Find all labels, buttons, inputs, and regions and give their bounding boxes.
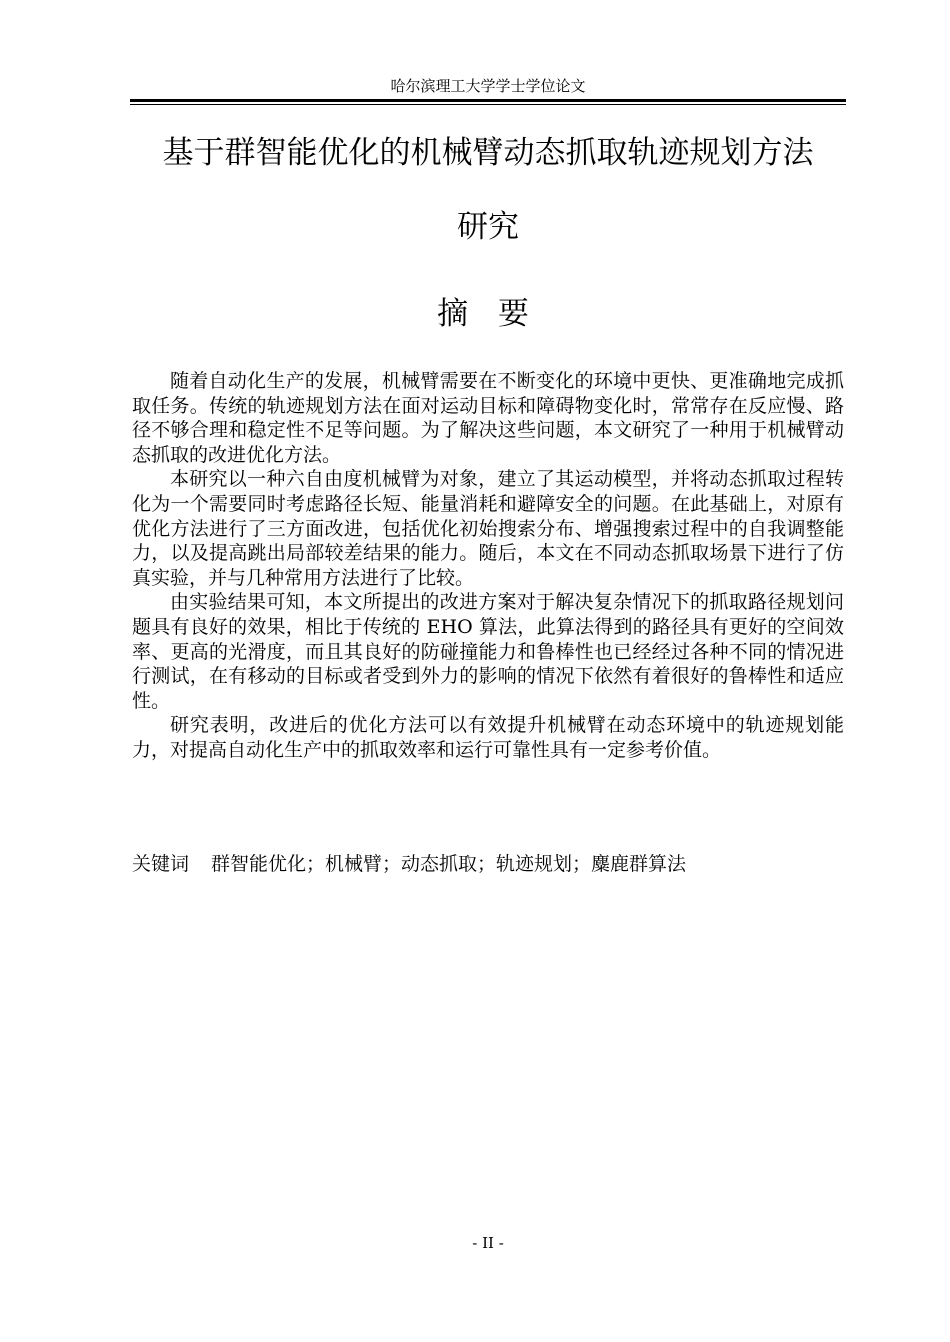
abstract-paragraph-2: 本研究以一种六自由度机械臂为对象，建立了其运动模型，并将动态抓取过程转化为一个需要同时考虑路径长短、能量消耗和避障安全的问题。在此基础上，对原有优化方法进行了三方面改进，包括优化初始搜索分布、增强搜索过程中的自我调整能力，以及提高跳出局部较差结果的能力。随后，本文在不同动态抓取场景下进行了仿真实验，并与几种常用方法进行了比较。 [132,468,844,589]
keywords-text: 群智能优化；机械臂；动态抓取；轨迹规划；麋鹿群算法 [211,853,687,875]
keywords-label: 关键词 [132,853,190,875]
abstract-paragraph-1: 随着自动化生产的发展，机械臂需要在不断变化的环境中更快、更准确地完成抓取任务。传统的轨迹规划方法在面对运动目标和障碍物变化时，常常存在反应慢、路径不够合理和稳定性不足等问题。为了解决这些问题，本文研究了一种用于机械臂动态抓取的改进优化方法。 [132,370,844,466]
abstract-body [132,369,844,763]
running-header: 哈尔滨理工大学学士学位论文 [390,77,586,95]
abstract-paragraph-3: 由实验结果可知，本文所提出的改进方案对于解决复杂情况下的抓取路径规划问题具有良好的效果，相比于传统的 EHO 算法，此算法得到的路径具有更好的空间效率、更高的光滑度，而且其良好的防碰撞能力和鲁棒性也已经经过各种不同的情况进行测试，在有移动的目标或者受到外力的影响的情况下依然有着很好的鲁棒性和适应性。 [132,591,844,712]
thesis-title-line-1: 基于群智能优化的机械臂动态抓取轨迹规划方法 [162,135,814,171]
abstract-heading: 摘 要 [437,296,539,332]
header-rule-thick [130,99,846,102]
abstract-paragraph-4: 研究表明，改进后的优化方法可以有效提升机械臂在动态环境中的轨迹规划能力，对提高自动化生产中的抓取效率和运行可靠性具有一定参考价值。 [132,714,844,761]
header-rule-thin [130,104,846,105]
thesis-title-line-2: 研究 [457,209,519,245]
page-number: - II - [472,1234,504,1252]
keywords-line [132,851,844,877]
